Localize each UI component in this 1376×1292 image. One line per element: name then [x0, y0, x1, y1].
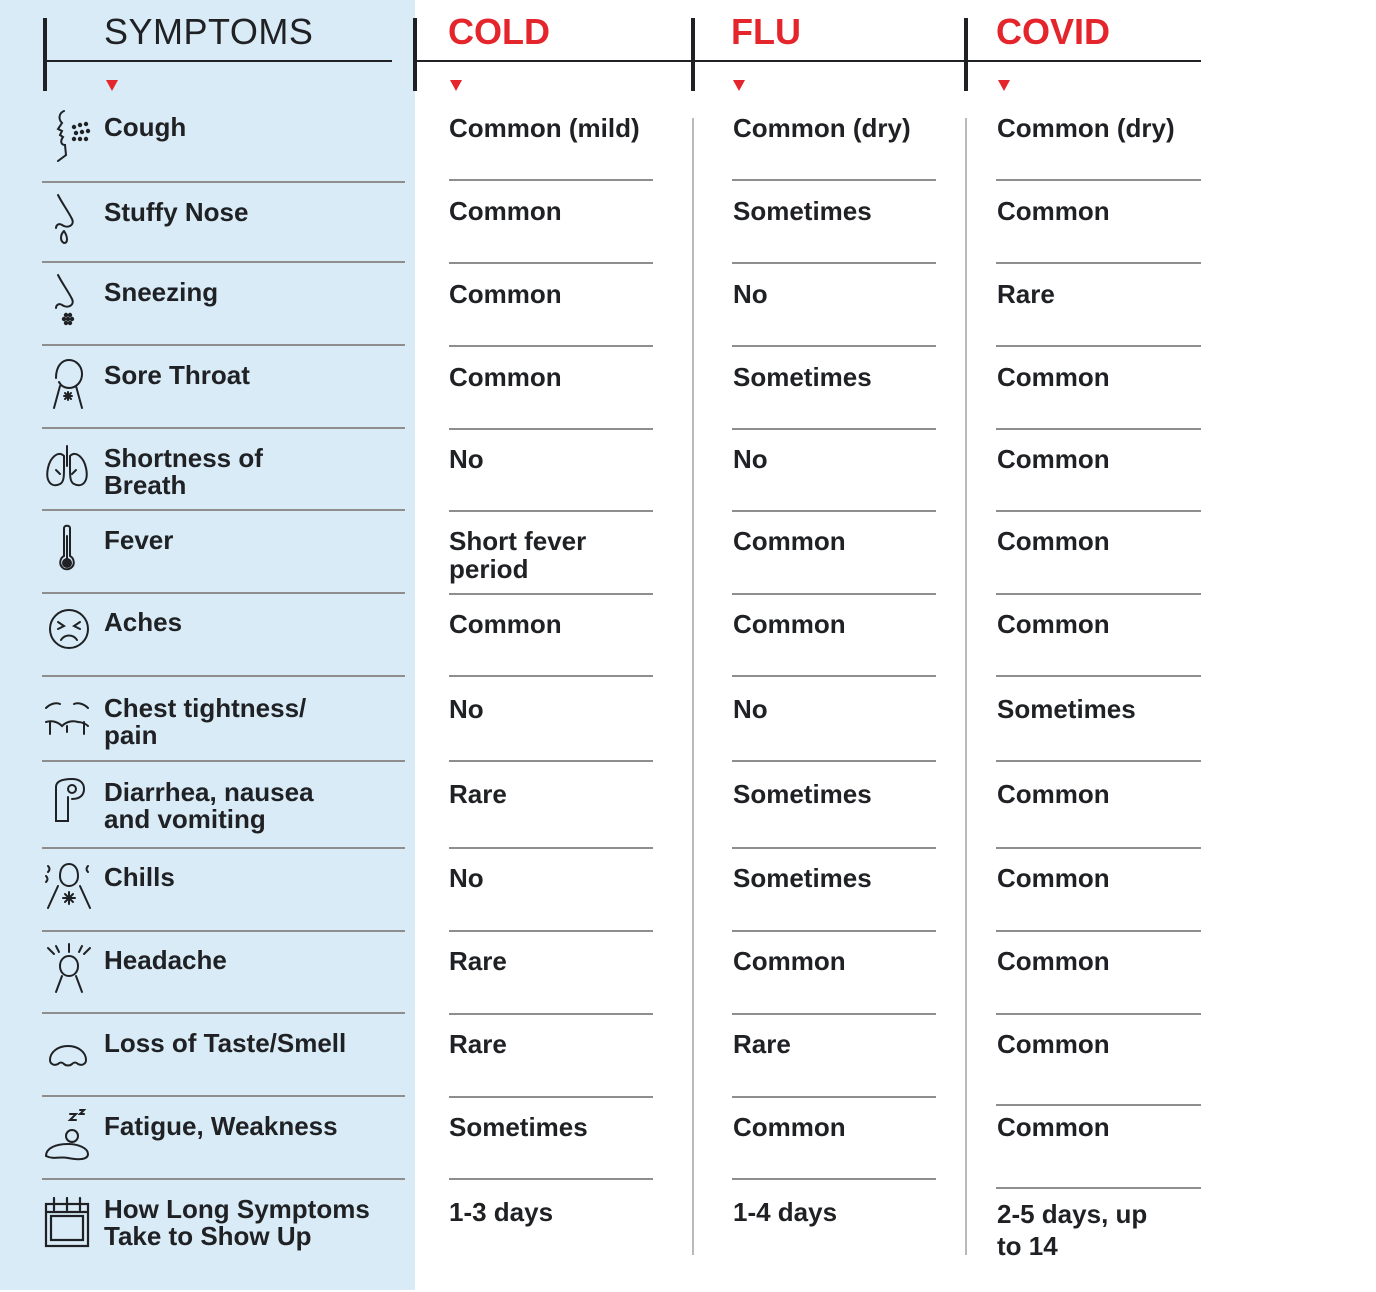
header-bar-flu [691, 18, 695, 91]
row-divider [996, 262, 1201, 264]
symptom-label-onset-time: How Long Symptoms Take to Show Up [104, 1194, 370, 1251]
symptom-label-aches: Aches [104, 607, 183, 637]
row-divider [449, 675, 653, 677]
row-divider [449, 1096, 653, 1098]
covid-cell: 2-5 days, up to 14 [997, 1199, 1148, 1261]
flu-cell: Common [733, 1112, 846, 1142]
row-divider [449, 1013, 653, 1015]
cold-cell: Short fever period [449, 526, 587, 584]
shivering-person-icon [42, 858, 92, 914]
nose-mouth-icon [42, 1024, 92, 1080]
header-rule-cold [413, 60, 693, 62]
flu-cell: Sometimes [733, 196, 872, 226]
row-divider [42, 1095, 405, 1097]
lungs-icon [42, 440, 92, 496]
row-divider [42, 1012, 405, 1014]
covid-cell: Common [997, 362, 1110, 392]
calendar-icon [42, 1194, 92, 1250]
row-divider [732, 428, 936, 430]
row-divider [449, 262, 653, 264]
covid-cell: Common (dry) [997, 113, 1175, 143]
row-divider [42, 509, 405, 511]
covid-cell: Common [997, 1029, 1110, 1059]
sneezing-icon [42, 273, 92, 329]
cough-icon [42, 107, 92, 163]
flu-cell: Common [733, 609, 846, 639]
covid-cell: Common [997, 1112, 1110, 1142]
sleeping-person-icon [42, 1108, 92, 1164]
row-divider [732, 1096, 936, 1098]
header-rule-covid [964, 60, 1201, 62]
pained-face-icon [42, 602, 92, 658]
row-divider [732, 930, 936, 932]
cold-cell: Sometimes [449, 1112, 588, 1142]
row-divider [449, 510, 653, 512]
flu-cell: No [733, 279, 768, 309]
row-divider [449, 179, 653, 181]
row-divider [42, 344, 405, 346]
cold-cell: 1-3 days [449, 1197, 554, 1227]
header-bar-symptoms [43, 18, 47, 91]
flu-cell: Common [733, 526, 846, 556]
header-bar-covid [964, 18, 968, 91]
symptom-label-chest-tightness: Chest tightness/ pain [104, 693, 307, 750]
headache-icon [42, 942, 92, 998]
covid-cell: Common [997, 444, 1110, 474]
row-divider [449, 428, 653, 430]
row-divider [996, 1104, 1201, 1106]
cold-cell: Rare [449, 779, 507, 809]
covid-cell: Common [997, 863, 1110, 893]
cold-cell: Rare [449, 946, 507, 976]
row-divider [996, 1187, 1201, 1189]
row-divider [732, 847, 936, 849]
row-divider [732, 1013, 936, 1015]
symptom-label-fever: Fever [104, 525, 174, 555]
row-divider [996, 847, 1201, 849]
row-divider [996, 1013, 1201, 1015]
symptom-label-loss-of-taste: Loss of Taste/Smell [104, 1028, 347, 1058]
stuffy-nose-icon [42, 193, 92, 249]
row-divider [42, 930, 405, 932]
down-triangle-icon [733, 80, 745, 91]
cold-cell: No [449, 863, 484, 893]
row-divider [449, 847, 653, 849]
row-divider [732, 345, 936, 347]
row-divider [996, 760, 1201, 762]
chest-icon [42, 688, 92, 744]
symptom-label-fatigue: Fatigue, Weakness [104, 1111, 338, 1141]
covid-cell: Rare [997, 279, 1055, 309]
symptom-label-headache: Headache [104, 945, 227, 975]
column-divider [965, 118, 967, 1255]
header-rule-symptoms [43, 60, 392, 62]
covid-cell: Common [997, 196, 1110, 226]
symptom-label-diarrhea: Diarrhea, nausea and vomiting [104, 777, 314, 834]
row-divider [449, 1178, 653, 1180]
down-triangle-icon [998, 80, 1010, 91]
header-bar-cold [413, 18, 417, 91]
row-divider [42, 760, 405, 762]
flu-cell: Rare [733, 1029, 791, 1059]
header-covid: COVID [996, 11, 1111, 52]
header-rule-flu [691, 60, 966, 62]
column-divider [692, 118, 694, 1255]
row-divider [996, 428, 1201, 430]
flu-cell: No [733, 694, 768, 724]
row-divider [449, 930, 653, 932]
covid-cell: Sometimes [997, 694, 1136, 724]
row-divider [449, 345, 653, 347]
row-divider [996, 675, 1201, 677]
row-divider [449, 593, 653, 595]
cold-cell: No [449, 694, 484, 724]
cold-cell: Rare [449, 1029, 507, 1059]
covid-cell: Common [997, 779, 1110, 809]
cold-cell: No [449, 444, 484, 474]
flu-cell: Sometimes [733, 779, 872, 809]
covid-cell: Common [997, 526, 1110, 556]
sore-throat-icon [42, 356, 92, 412]
cold-cell: Common (mild) [449, 113, 640, 143]
header-flu: FLU [731, 11, 801, 52]
row-divider [732, 510, 936, 512]
thermometer-icon [42, 522, 92, 578]
cold-cell: Common [449, 362, 562, 392]
row-divider [732, 675, 936, 677]
row-divider [996, 930, 1201, 932]
cold-cell: Common [449, 279, 562, 309]
flu-cell: Sometimes [733, 863, 872, 893]
header-cold: COLD [448, 11, 550, 52]
cold-cell: Common [449, 196, 562, 226]
flu-cell: Sometimes [733, 362, 872, 392]
row-divider [42, 427, 405, 429]
row-divider [732, 262, 936, 264]
row-divider [732, 179, 936, 181]
row-divider [42, 261, 405, 263]
toilet-paper-icon [42, 773, 92, 829]
row-divider [42, 1178, 405, 1180]
row-divider [996, 510, 1201, 512]
covid-cell: Common [997, 946, 1110, 976]
row-divider [732, 593, 936, 595]
row-divider [996, 179, 1201, 181]
flu-cell: No [733, 444, 768, 474]
row-divider [996, 345, 1201, 347]
row-divider [996, 593, 1201, 595]
row-divider [42, 181, 405, 183]
row-divider [732, 1178, 936, 1180]
cold-cell: Common [449, 609, 562, 639]
flu-cell: 1-4 days [733, 1197, 838, 1227]
row-divider [449, 760, 653, 762]
symptom-label-sneezing: Sneezing [104, 277, 219, 307]
symptom-label-sore-throat: Sore Throat [104, 360, 250, 390]
row-divider [42, 675, 405, 677]
flu-cell: Common [733, 946, 846, 976]
down-triangle-icon [106, 80, 118, 91]
flu-cell: Common (dry) [733, 113, 911, 143]
symptom-label-stuffy-nose: Stuffy Nose [104, 197, 249, 227]
symptom-label-chills: Chills [104, 862, 175, 892]
header-symptoms: SYMPTOMS [104, 11, 314, 52]
symptom-label-shortness-of-breath: Shortness of Breath [104, 443, 263, 500]
row-divider [42, 592, 405, 594]
down-triangle-icon [450, 80, 462, 91]
symptom-label-cough: Cough [104, 112, 187, 142]
covid-cell: Common [997, 609, 1110, 639]
row-divider [732, 760, 936, 762]
row-divider [42, 847, 405, 849]
